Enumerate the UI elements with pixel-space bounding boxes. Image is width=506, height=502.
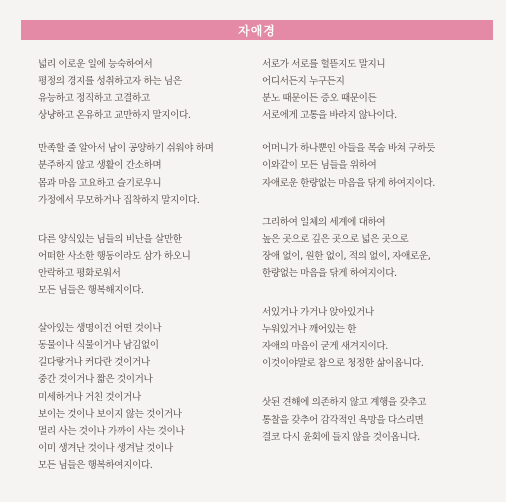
verse-line: 분주하지 않고 생활이 간소하며 [38,160,162,172]
right-column [262,56,498,446]
stanza [38,56,258,124]
verse-line: 길다랗거나 커다란 것이거나 [38,357,150,369]
verse-line: 이미 생겨난 것이나 생겨날 것이나 [38,442,173,454]
stanza [38,320,258,474]
verse-line: 살아있는 생명이건 어떤 것이나 [38,323,162,335]
verse-line: 삿된 견해에 의존하지 않고 계행을 갖추고 [262,397,426,409]
verse-line: 어떠한 사소한 행동이라도 삼가 하오니 [38,250,191,262]
verse-line: 한량없는 마음을 닦게 하여지이다. [262,267,397,279]
verse-line: 모든 님들은 행복하여지이다. [38,459,153,471]
verse-line: 어머니가 하나뿐인 아들을 목숨 바쳐 구하듯 [262,143,435,155]
verse-line: 중간 것이거나 짧은 것이거나 [38,374,153,386]
stanza [262,56,498,124]
verse-line: 유능하고 정직하고 고결하고 [38,93,150,105]
verse-line: 멀리 사는 것이나 가까이 사는 것이나 [38,425,185,437]
verse-line: 동물이나 식물이거나 남김없이 [38,340,159,352]
page-title: 자애경 [238,23,276,38]
verse-line: 다른 양식있는 님들의 비난을 살만한 [38,233,182,245]
stanza [38,140,258,208]
verse-line: 만족할 줄 알아서 남이 공양하기 쉬워야 하며 [38,143,214,155]
stanza [262,140,498,191]
verse-line: 통찰을 갖추어 감각적인 욕망을 다스리면 [262,414,424,426]
verse-line: 안락하고 평화로워서 [38,267,121,279]
stanza [38,231,258,299]
verse-line: 결코 다시 윤회에 들지 않을 것이옵니다. [262,431,420,443]
verse-line: 넓리 이로운 일에 능숙하여서 [38,59,153,70]
title-bar [21,20,493,40]
verse-line: 이것이야말로 참으로 청정한 삶이옵니다. [262,358,424,370]
verse-line: 높은 곳으로 깊은 곳으로 넓은 곳으로 [262,233,409,245]
verse-line: 보이는 것이나 보이지 않는 것이거나 [38,408,182,420]
stanza [262,304,498,372]
verse-line: 서로에게 고통을 바라지 않나이다. [262,110,397,122]
verse-line: 모든 님들은 행복해지이다. [38,285,144,297]
verse-line: 미세하거나 거친 것이거나 [38,391,141,403]
verse-line: 누워있거나 깨어있는 한 [262,324,356,336]
verse-line: 평정의 경지를 성취하고자 하는 님은 [38,76,182,88]
verse-line: 상냥하고 온유하고 교만하지 말지이다. [38,110,191,122]
stanza [262,394,498,445]
verse-line: 이와같이 모든 님들을 위하여 [262,160,377,172]
left-column [38,56,258,474]
verse-line: 서있거나 가거나 앉아있거나 [262,307,374,319]
verse-line: 서로가 서로를 헐뜯지도 말지니 [262,59,386,70]
verse-line: 몸과 마음 고요하고 슬기로우니 [38,177,162,189]
verse-line: 장애 없이, 원한 없이, 적의 없이, 자애로운, [262,250,431,262]
verse-line: 자애의 마음이 굳게 새겨지이다. [262,341,388,353]
verse-line: 자애로운 한량없는 마음을 닦게 하여지이다. [262,177,435,189]
verse-line: 분노 때문이든 증오 때문이든 [262,93,377,105]
verse-line: 가정에서 무모하거나 집착하지 말지이다. [38,194,200,206]
verse-line: 어디서든지 누구든지 [262,76,345,88]
verse-line: 그리하여 일체의 세계에 대하여 [262,216,386,228]
stanza [262,214,498,282]
